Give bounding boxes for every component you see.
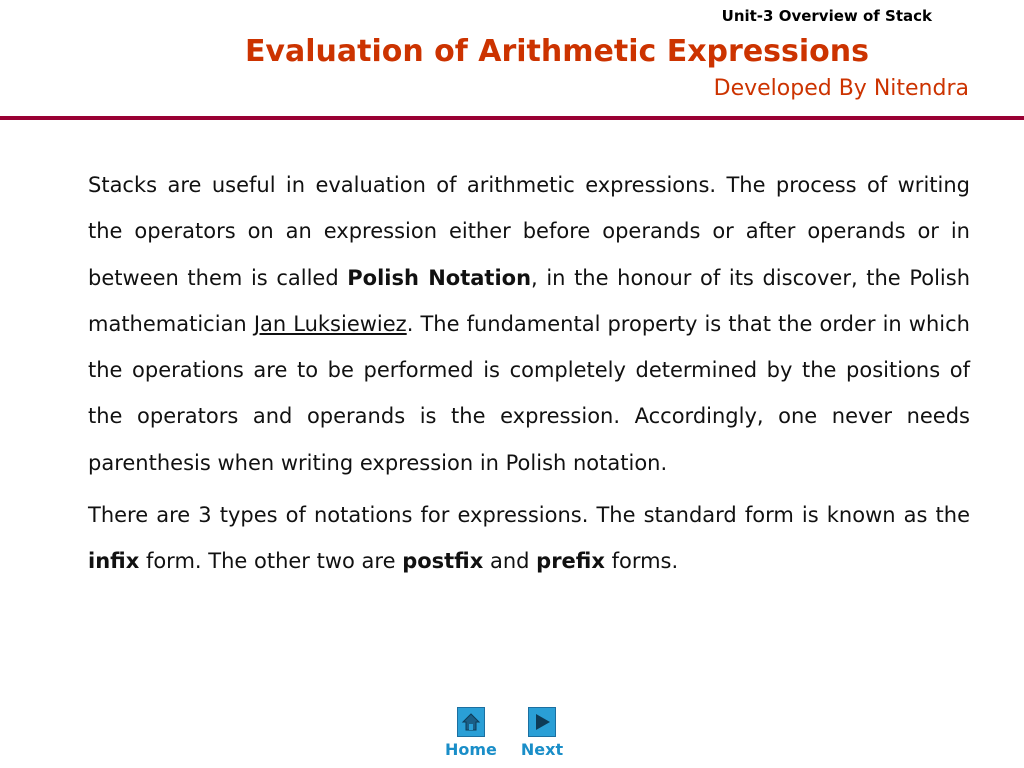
- p1-text-1: Stacks are useful in evaluation of arithmetic expressions. The process of writing the operators on an expression either before operands or after operands or in between them is called: [88, 173, 970, 290]
- p1-text-3: . The fundamental property is that the order in which the operations are to be performed is completely determined by the positions of the operators and operands is the expression. Accordingly, one never needs parenthesis when writing expression in Polish notation.: [88, 311, 970, 475]
- prefix-term: prefix: [536, 549, 605, 574]
- home-icon[interactable]: [457, 707, 485, 737]
- home-label[interactable]: Home: [445, 740, 497, 759]
- p2-text-3: and: [483, 549, 537, 574]
- paragraph-polish-notation: [88, 162, 970, 486]
- play-icon[interactable]: [528, 707, 556, 737]
- header-divider: [0, 116, 1024, 120]
- p2-text-4: forms.: [604, 549, 679, 574]
- slide-subtitle: Developed By Nitendra: [713, 76, 969, 101]
- p2-text-1: There are 3 types of notations for expressions. The standard form is known as the: [88, 503, 970, 528]
- infix-term: infix: [88, 549, 140, 574]
- next-button[interactable]: [521, 707, 563, 759]
- polish-notation-term: Polish Notation: [347, 265, 532, 290]
- postfix-term: postfix: [402, 549, 484, 574]
- p1-text-2: , in the honour of its discover, the Polish mathematician: [88, 265, 970, 336]
- slide-body: [88, 162, 970, 585]
- next-label[interactable]: Next: [520, 740, 564, 759]
- paragraph-notation-types: [88, 492, 970, 585]
- slide-navigation: [445, 707, 563, 759]
- slide-title: Evaluation of Arithmetic Expressions: [244, 34, 869, 69]
- unit-label: Unit-3 Overview of Stack: [721, 7, 932, 25]
- p2-text-2: form. The other two are: [139, 549, 403, 574]
- home-button[interactable]: [445, 707, 497, 759]
- mathematician-link[interactable]: Jan Luksiewiez: [253, 311, 407, 336]
